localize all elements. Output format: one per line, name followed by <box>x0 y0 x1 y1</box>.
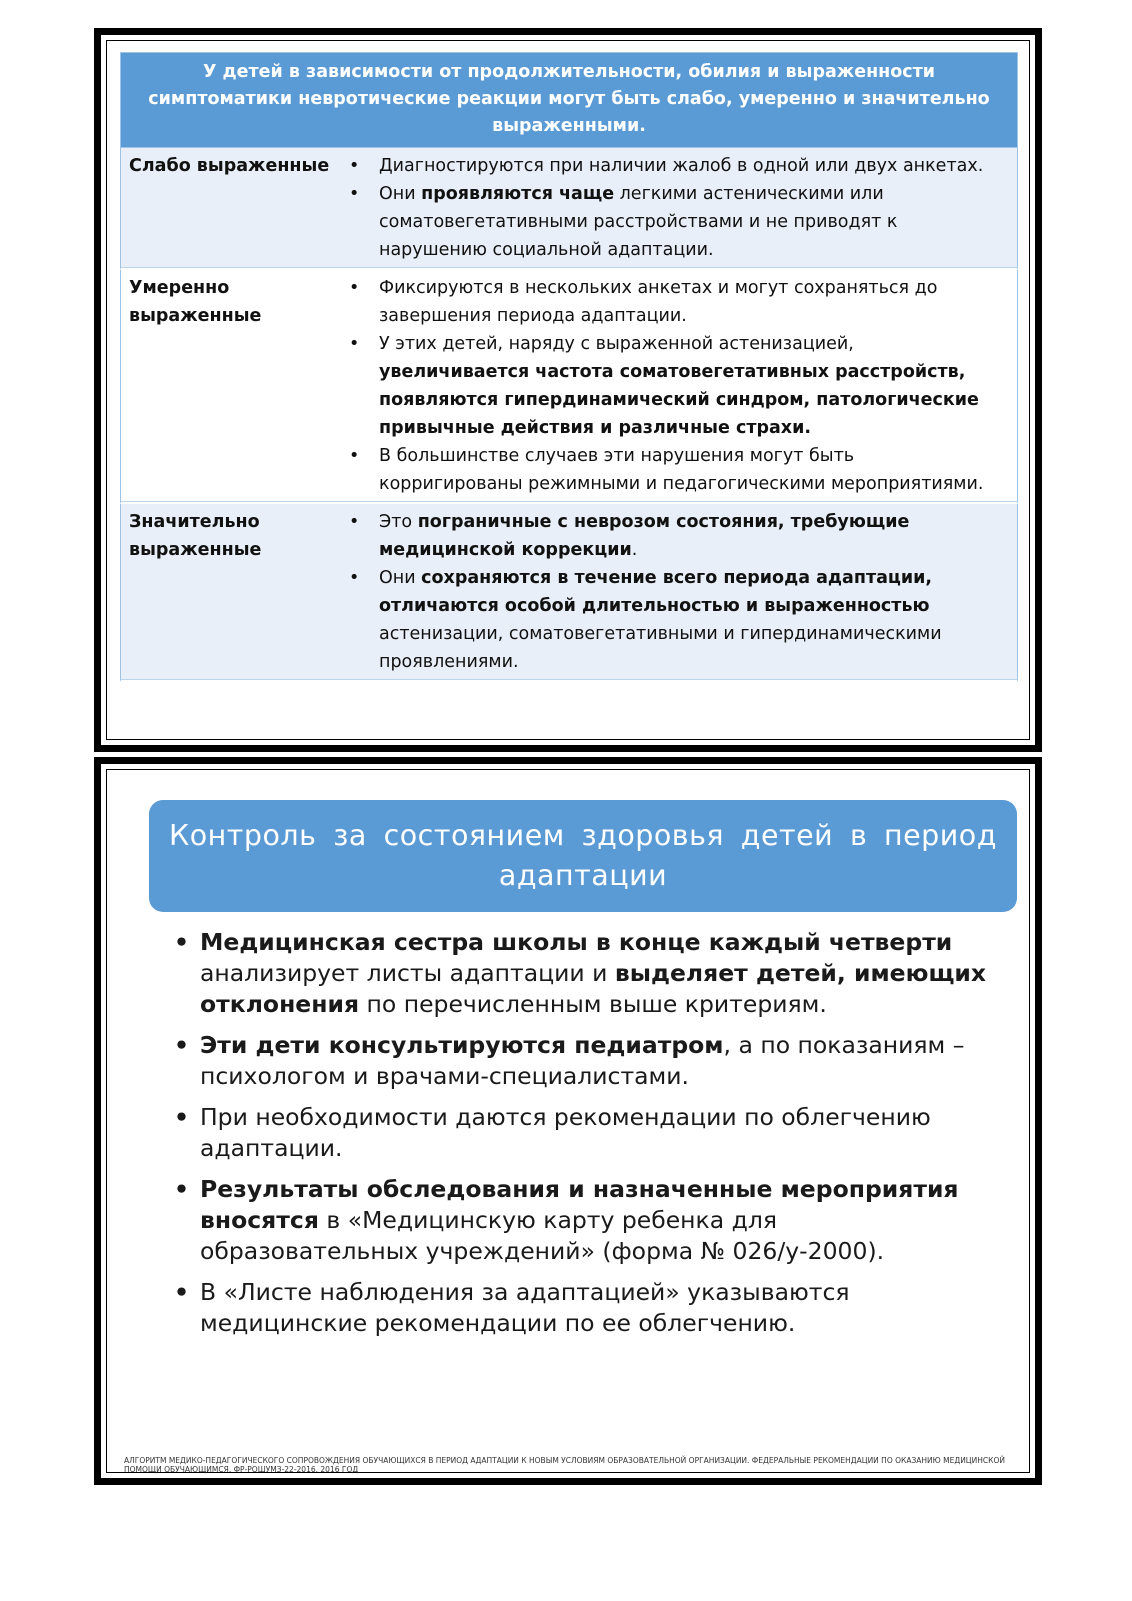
row-label: Умеренно выраженные <box>129 278 262 326</box>
slide-title <box>149 800 1017 912</box>
bullet-item: • Они проявляются чаще легкими астеническими или соматовегетативными расстройствами и не приводят к нарушению социальной адаптации. <box>379 180 1003 264</box>
table-row-moderate <box>120 270 1018 504</box>
severity-table <box>120 52 1018 682</box>
slide-health-control <box>101 764 1035 1478</box>
slide-health-control-frame <box>94 757 1042 1485</box>
title-line-2: адаптации <box>498 859 668 892</box>
bullet-item: • Диагностируются при наличии жалоб в одной или двух анкетах. <box>379 152 1003 180</box>
row-label: Слабо выраженные <box>129 156 330 176</box>
slide-table-frame <box>94 28 1042 752</box>
row-content <box>339 504 1017 680</box>
title-line-1: Контроль за состоянием здоровья детей в период <box>169 819 997 852</box>
bullet-item: • Эти дети консультируются педиатром, а по показаниям – психологом и врачами-специалистами. <box>200 1030 1000 1092</box>
bullet-item: • В «Листе наблюдения за адаптацией» указываются медицинские рекомендации по ее облегчению. <box>200 1277 1000 1339</box>
bullet-item: • Это пограничные с неврозом состояния, требующие медицинской коррекции. <box>379 508 1003 564</box>
bullet-item: • При необходимости даются рекомендации по облегчению адаптации. <box>200 1102 1000 1164</box>
slide-table <box>101 35 1035 745</box>
footnote-source: АЛГОРИТМ МЕДИКО-ПЕДАГОГИЧЕСКОГО СОПРОВОЖДЕНИЯ ОБУЧАЮЩИХСЯ В ПЕРИОД АДАПТАЦИИ К НОВЫМ УСЛОВИЯМ ОБРАЗОВАТЕЛЬНОЙ ОРГАНИЗАЦИИ. ФЕДЕРАЛЬНЫЕ РЕКОМЕНДАЦИИ ПО ОКАЗАНИЮ МЕДИЦИНСКОЙ ПОМОЩИ ОБУЧАЮЩИМСЯ. ФР-РОШУМЗ-22-2016. 2016 ГОД <box>124 1456 1005 1474</box>
bullet-list <box>172 927 1000 1349</box>
table-header: У детей в зависимости от продолжительности, обилия и выраженности симптоматики невротические реакции могут быть слабо, умеренно и значительно выраженными. <box>120 52 1018 148</box>
table-row-mild <box>120 148 1018 270</box>
row-label: Значительно выраженные <box>129 512 262 560</box>
bullet-item: • У этих детей, наряду с выраженной астенизацией, увеличивается частота соматовегетативных расстройств, появляются гипердинамический синдром, патологические привычные действия и различные страхи. <box>379 330 1003 442</box>
bullet-item: • В большинстве случаев эти нарушения могут быть корригированы режимными и педагогическими мероприятиями. <box>379 442 1003 498</box>
row-content <box>339 270 1017 502</box>
bullet-item: • Они сохраняются в течение всего периода адаптации, отличаются особой длительностью и выраженностью астенизации, соматовегетативными и гипердинамическими проявлениями. <box>379 564 1003 676</box>
row-content <box>339 148 1017 268</box>
bullet-item: • Фиксируются в нескольких анкетах и могут сохраняться до завершения периода адаптации. <box>379 274 1003 330</box>
bullet-item: • Медицинская сестра школы в конце каждый четверти анализирует листы адаптации и выделяет детей, имеющих отклонения по перечисленным выше критериям. <box>200 927 1000 1020</box>
bullet-item: • Результаты обследования и назначенные мероприятия вносятся в «Медицинскую карту ребенка для образовательных учреждений» (форма № 026/у-2000). <box>200 1174 1000 1267</box>
table-row-severe <box>120 504 1018 682</box>
